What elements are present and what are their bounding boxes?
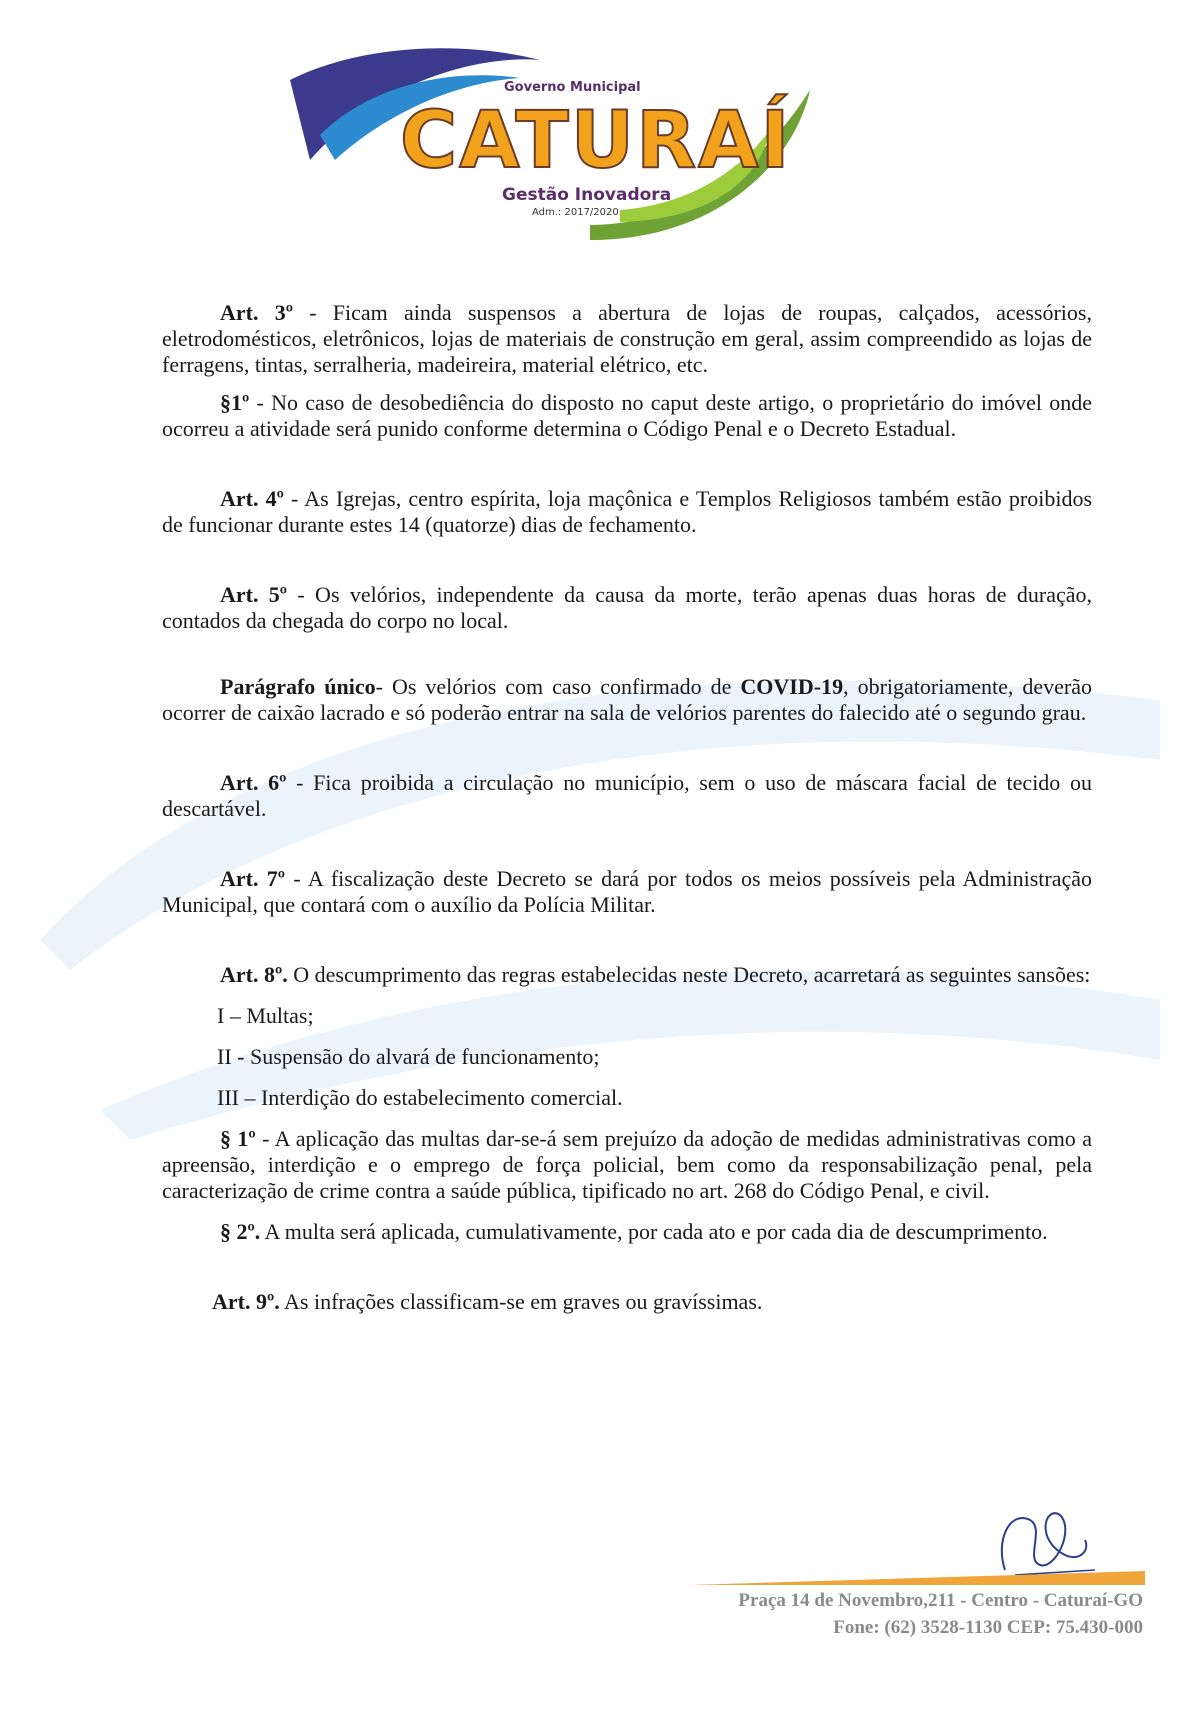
article-8-paragraph-1 bbox=[162, 1126, 1092, 1204]
logo-tagline: Gestão Inovadora bbox=[502, 185, 672, 205]
list-item: I – Multas; bbox=[217, 1003, 314, 1028]
article-label: Art. 3º bbox=[220, 300, 293, 325]
document-body bbox=[162, 300, 1092, 1315]
footer-contact: Fone: (62) 3528-1130 CEP: 75.430-000 bbox=[833, 1617, 1143, 1638]
article-label: Art. 7º bbox=[220, 866, 286, 891]
article-text: - A fiscalização deste Decreto se dará por todos os meios possíveis pela Administração Municipal, que contará com o auxílio da Polícia Militar. bbox=[162, 866, 1092, 917]
paragraph-text: A multa será aplicada, cumulativamente, por cada ato e por cada dia de descumprimento. bbox=[260, 1219, 1048, 1244]
paragraph-label: § 2º. bbox=[220, 1219, 261, 1244]
article-5-single-paragraph bbox=[162, 674, 1092, 726]
article-text: - Os velórios, independente da causa da morte, terão apenas duas horas de duração, contados da chegada do corpo no local. bbox=[162, 582, 1092, 633]
article-label: Art. 4º bbox=[220, 486, 284, 511]
article-8 bbox=[162, 962, 1092, 988]
paragraph-label: Parágrafo único bbox=[220, 674, 376, 699]
logo-city-name: CATURAÍ bbox=[400, 96, 792, 186]
paragraph-text-continued: , obrigatoriamente, deverão ocorrer de caixão lacrado e só poderão entrar na sala de velórios parentes do falecido até o segundo grau. bbox=[162, 674, 1092, 725]
logo-government-label: Governo Municipal bbox=[504, 80, 641, 95]
logo-administration: Adm.: 2017/2020 bbox=[532, 207, 619, 218]
paragraph-text: - No caso de desobediência do disposto no caput deste artigo, o proprietário do imóvel onde ocorreu a atividade será punido conforme determina o Código Penal e o Decreto Estadual. bbox=[162, 390, 1092, 441]
city-logo bbox=[290, 40, 830, 250]
article-7 bbox=[162, 866, 1092, 918]
article-text: - Ficam ainda suspensos a abertura de lojas de roupas, calçados, acessórios, eletrodomésticos, eletrônicos, lojas de materiais de construção em geral, assim compreendido as lojas de ferragens, tintas, serralheria, madeireira, material elétrico, etc. bbox=[162, 300, 1092, 377]
article-6 bbox=[162, 770, 1092, 822]
covid-highlight: COVID-19 bbox=[740, 674, 844, 699]
paragraph-label: §1º bbox=[220, 390, 250, 415]
signature bbox=[985, 1500, 1105, 1580]
footer-accent-bar bbox=[690, 1571, 1145, 1585]
article-text: - As Igrejas, centro espírita, loja maçônica e Templos Religiosos também estão proibidos de funcionar durante estes 14 (quatorze) dias de fechamento. bbox=[162, 486, 1093, 537]
article-5 bbox=[162, 582, 1092, 634]
footer-address: Praça 14 de Novembro,211 - Centro - Caturaí-GO bbox=[738, 1590, 1143, 1611]
paragraph-label: § 1º bbox=[220, 1126, 256, 1151]
article-8-paragraph-2 bbox=[162, 1219, 1092, 1245]
article-label: Art. 8º. bbox=[220, 962, 288, 987]
article-9 bbox=[162, 1289, 1092, 1315]
article-label: Art. 6º bbox=[220, 770, 287, 795]
paragraph-text: - Os velórios com caso confirmado de bbox=[375, 674, 741, 699]
list-item: III – Interdição do estabelecimento comercial. bbox=[217, 1085, 623, 1110]
article-label: Art. 9º. bbox=[212, 1289, 280, 1314]
article-text: - Fica proibida a circulação no município, sem o uso de máscara facial de tecido ou descartável. bbox=[162, 770, 1092, 821]
article-3 bbox=[162, 300, 1092, 378]
article-label: Art. 5º bbox=[220, 582, 288, 607]
paragraph-text: - A aplicação das multas dar-se-á sem prejuízo da adoção de medidas administrativas como a apreensão, interdição e o emprego de força policial, bem como da responsabilização penal, pela caracterização de crime contra a saúde pública, tipificado no art. 268 do Código Penal, e civil. bbox=[162, 1126, 1092, 1203]
article-4 bbox=[162, 486, 1092, 538]
article-3-paragraph-1 bbox=[162, 390, 1092, 442]
article-text: As infrações classificam-se em graves ou gravíssimas. bbox=[279, 1289, 763, 1314]
article-text: O descumprimento das regras estabelecidas neste Decreto, acarretará as seguintes sansões: bbox=[287, 962, 1091, 987]
footer bbox=[738, 1587, 1143, 1641]
list-item: II - Suspensão do alvará de funcionamento; bbox=[217, 1044, 600, 1069]
